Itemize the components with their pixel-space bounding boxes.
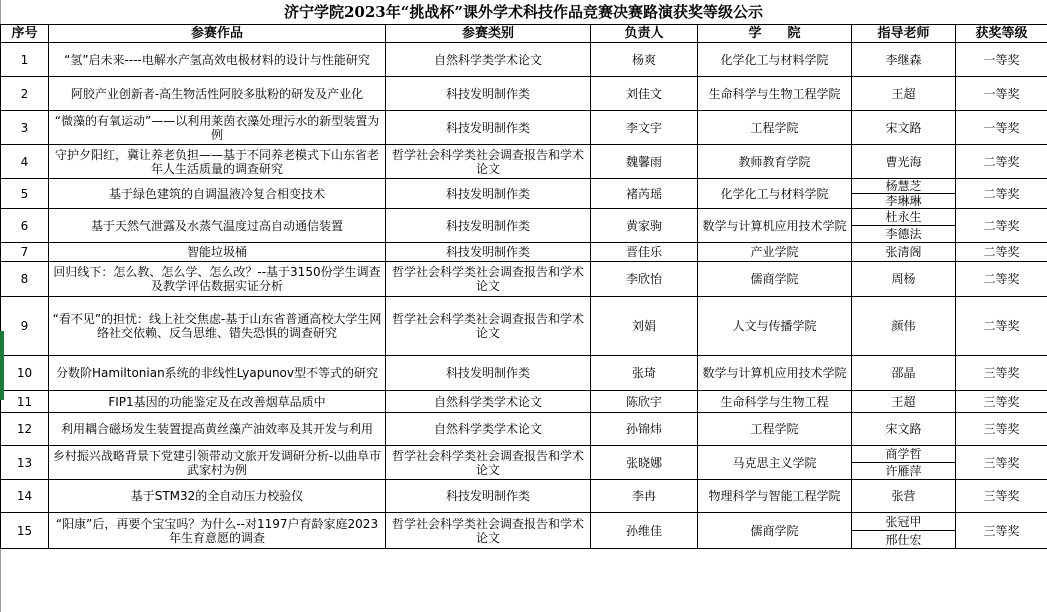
cell-work[interactable]: 智能垃圾桶 — [49, 243, 386, 262]
table-row — [1, 77, 1047, 111]
cell-no[interactable]: 9 — [1, 297, 49, 356]
table-row — [1, 179, 1047, 209]
cell-college[interactable]: 儒商学院 — [698, 513, 852, 549]
table-row — [1, 145, 1047, 179]
cell-work[interactable]: 守护夕阳红，冀让养老负担——基于不同养老模式下山东省老年人生活质量的调查研究 — [49, 145, 386, 179]
advisor-name[interactable]: 许雁萍 — [852, 462, 955, 479]
cell-no[interactable]: 15 — [1, 513, 49, 549]
cell-advisor[interactable] — [852, 179, 956, 209]
table-row — [1, 413, 1047, 446]
header-advisor[interactable]: 指导老师 — [852, 25, 956, 43]
cell-college[interactable]: 数学与计算机应用技术学院 — [698, 356, 852, 391]
header-no[interactable]: 序号 — [1, 25, 49, 43]
cell-lead[interactable]: 孙锦炜 — [591, 413, 698, 446]
cell-advisor[interactable]: 王超 — [852, 77, 956, 111]
cell-category[interactable]: 科技发明制作类 — [386, 111, 591, 145]
cell-no[interactable]: 10 — [1, 356, 49, 391]
cell-lead[interactable]: 黄家驹 — [591, 209, 698, 243]
header-category[interactable]: 参赛类别 — [386, 25, 591, 43]
cell-work[interactable]: 基于绿色建筑的自调温液冷复合相变技术 — [49, 179, 386, 209]
cell-college[interactable]: 产业学院 — [698, 243, 852, 262]
header-award[interactable]: 获奖等级 — [956, 25, 1047, 43]
table-row — [1, 356, 1047, 391]
table-row — [1, 243, 1047, 262]
cell-lead[interactable]: 李文宇 — [591, 111, 698, 145]
header-lead[interactable]: 负责人 — [591, 25, 698, 43]
cell-lead[interactable]: 陈欣宇 — [591, 391, 698, 413]
advisor-split — [852, 209, 955, 242]
cell-advisor[interactable]: 李继森 — [852, 43, 956, 77]
cell-advisor[interactable] — [852, 209, 956, 243]
cell-no[interactable]: 8 — [1, 262, 49, 297]
cell-no[interactable]: 2 — [1, 77, 49, 111]
sheet-title[interactable]: 济宁学院2023年“挑战杯”课外学术科技作品竞赛决赛路演获奖等级公示 — [0, 0, 1047, 25]
cell-award[interactable]: 三等奖 — [956, 513, 1047, 549]
cell-category[interactable]: 自然科学类学术论文 — [386, 413, 591, 446]
cell-advisor[interactable]: 周杨 — [852, 262, 956, 297]
advisor-name[interactable]: 商学哲 — [885, 447, 922, 461]
cell-college[interactable]: 教师教育学院 — [698, 145, 852, 179]
table-row — [1, 111, 1047, 145]
table-row — [1, 297, 1047, 356]
cell-college[interactable]: 儒商学院 — [698, 262, 852, 297]
cell-work[interactable]: “微藻的有氧运动”——以利用莱茵衣藻处理污水的新型装置为例 — [49, 111, 386, 145]
cell-no[interactable]: 3 — [1, 111, 49, 145]
cell-category[interactable]: 科技发明制作类 — [386, 480, 591, 513]
cell-work[interactable]: 乡村振兴战略背景下党建引领带动文旅开发调研分析-以曲阜市武家村为例 — [49, 446, 386, 480]
cell-no[interactable]: 4 — [1, 145, 49, 179]
cell-award[interactable]: 三等奖 — [956, 356, 1047, 391]
cell-work[interactable]: FIP1基因的功能鉴定及在改善烟草品质中 — [49, 391, 386, 413]
table-row — [1, 43, 1047, 77]
cell-advisor[interactable]: 曹光海 — [852, 145, 956, 179]
cell-lead[interactable]: 褚芮瑶 — [591, 179, 698, 209]
header-work[interactable]: 参赛作品 — [49, 25, 386, 43]
cell-category[interactable]: 科技发明制作类 — [386, 243, 591, 262]
selection-indicator — [0, 331, 4, 400]
cell-work[interactable]: 回归线下：怎么教、怎么学、怎么改？--基于3150份学生调查及教学评估数据实证分析 — [49, 262, 386, 297]
cell-award[interactable]: 三等奖 — [956, 480, 1047, 513]
cell-no[interactable]: 13 — [1, 446, 49, 480]
cell-work[interactable]: “氢”启未来----电解水产氢高效电极材料的设计与性能研究 — [49, 43, 386, 77]
cell-work[interactable]: 利用耦合磁场发生装置提高黄丝藻产油效率及其开发与利用 — [49, 413, 386, 446]
cell-category[interactable]: 哲学社会科学类社会调查报告和学术论文 — [386, 446, 591, 480]
cell-lead[interactable]: 孙维佳 — [591, 513, 698, 549]
cell-college[interactable]: 数学与计算机应用技术学院 — [698, 209, 852, 243]
cell-category[interactable]: 科技发明制作类 — [386, 209, 591, 243]
cell-work[interactable]: 基于STM32的全自动压力校验仪 — [49, 480, 386, 513]
cell-college[interactable]: 化学化工与材料学院 — [698, 179, 852, 209]
cell-category[interactable]: 自然科学类学术论文 — [386, 391, 591, 413]
cell-lead[interactable]: 刘佳文 — [591, 77, 698, 111]
cell-lead[interactable]: 张晓娜 — [591, 446, 698, 480]
cell-award[interactable]: 三等奖 — [956, 391, 1047, 413]
cell-college[interactable]: 生命科学与生物工程 — [698, 391, 852, 413]
cell-category[interactable]: 哲学社会科学类社会调查报告和学术论文 — [386, 145, 591, 179]
cell-no[interactable]: 1 — [1, 43, 49, 77]
cell-award[interactable]: 二等奖 — [956, 297, 1047, 356]
cell-college[interactable]: 物理科学与智能工程学院 — [698, 480, 852, 513]
header-row — [1, 25, 1047, 43]
cell-college[interactable]: 人文与传播学院 — [698, 297, 852, 356]
cell-work[interactable]: “阳康”后，再要个宝宝吗？为什么--对1197户育龄家庭2023年生育意愿的调查 — [49, 513, 386, 549]
cell-advisor[interactable]: 张清阁 — [852, 243, 956, 262]
cell-lead[interactable]: 魏馨雨 — [591, 145, 698, 179]
cell-college[interactable]: 工程学院 — [698, 413, 852, 446]
cell-no[interactable]: 11 — [1, 391, 49, 413]
cell-award[interactable]: 二等奖 — [956, 209, 1047, 243]
cell-category[interactable]: 科技发明制作类 — [386, 179, 591, 209]
cell-award[interactable]: 二等奖 — [956, 145, 1047, 179]
cell-no[interactable]: 6 — [1, 209, 49, 243]
cell-advisor[interactable] — [852, 446, 956, 480]
cell-no[interactable]: 7 — [1, 243, 49, 262]
cell-no[interactable]: 12 — [1, 413, 49, 446]
cell-no[interactable]: 14 — [1, 480, 49, 513]
table-row — [1, 262, 1047, 297]
cell-lead[interactable]: 刘娟 — [591, 297, 698, 356]
cell-advisor[interactable]: 王超 — [852, 391, 956, 413]
cell-category[interactable]: 哲学社会科学类社会调查报告和学术论文 — [386, 513, 591, 549]
cell-award[interactable]: 一等奖 — [956, 111, 1047, 145]
cell-award[interactable]: 一等奖 — [956, 43, 1047, 77]
cell-advisor[interactable] — [852, 513, 956, 549]
cell-lead[interactable]: 晋佳乐 — [591, 243, 698, 262]
cell-lead[interactable]: 张琦 — [591, 356, 698, 391]
cell-award[interactable]: 二等奖 — [956, 179, 1047, 209]
advisor-split — [852, 179, 955, 208]
cell-award[interactable]: 三等奖 — [956, 413, 1047, 446]
advisor-split — [852, 446, 955, 479]
cell-advisor[interactable]: 宋文路 — [852, 413, 956, 446]
cell-advisor[interactable]: 张营 — [852, 480, 956, 513]
cell-college[interactable]: 马克思主义学院 — [698, 446, 852, 480]
advisor-name[interactable]: 张冠甲 — [885, 514, 922, 529]
cell-category[interactable]: 哲学社会科学类社会调查报告和学术论文 — [386, 262, 591, 297]
cell-category[interactable]: 科技发明制作类 — [386, 356, 591, 391]
cell-advisor[interactable]: 宋文路 — [852, 111, 956, 145]
cell-no[interactable]: 5 — [1, 179, 49, 209]
advisor-name[interactable]: 李琳琳 — [852, 193, 955, 208]
table-row — [1, 480, 1047, 513]
awards-table — [0, 24, 1047, 549]
cell-award[interactable]: 二等奖 — [956, 262, 1047, 297]
advisor-split — [852, 513, 955, 548]
table-row — [1, 446, 1047, 480]
table-row — [1, 513, 1047, 549]
cell-award[interactable]: 三等奖 — [956, 446, 1047, 480]
cell-college[interactable]: 生命科学与生物工程学院 — [698, 77, 852, 111]
cell-lead[interactable]: 李冉 — [591, 480, 698, 513]
cell-advisor[interactable]: 颜伟 — [852, 297, 956, 356]
advisor-name[interactable]: 邢仕宏 — [852, 530, 955, 548]
cell-work[interactable]: 基于天然气泄露及水蒸气温度过高自动通信装置 — [49, 209, 386, 243]
cell-work[interactable]: 阿胶产业创新者-高生物活性阿胶多肽粉的研发及产业化 — [49, 77, 386, 111]
advisor-name[interactable]: 杨慧芝 — [885, 179, 922, 193]
cell-work[interactable]: 分数阶Hamiltonian系统的非线性Lyapunov型不等式的研究 — [49, 356, 386, 391]
table-row — [1, 209, 1047, 243]
table-body — [1, 43, 1047, 549]
cell-award[interactable]: 二等奖 — [956, 243, 1047, 262]
cell-advisor[interactable]: 邵晶 — [852, 356, 956, 391]
cell-award[interactable]: 一等奖 — [956, 77, 1047, 111]
cell-college[interactable]: 化学化工与材料学院 — [698, 43, 852, 77]
cell-lead[interactable]: 杨爽 — [591, 43, 698, 77]
cell-work[interactable]: “看不见”的担忧：线上社交焦虑-基于山东省普通高校大学生网络社交依赖、反刍思维、错失恐惧的调查研究 — [49, 297, 386, 356]
cell-college[interactable]: 工程学院 — [698, 111, 852, 145]
cell-category[interactable]: 自然科学类学术论文 — [386, 43, 591, 77]
header-college[interactable]: 学 院 — [698, 25, 852, 43]
table-row — [1, 391, 1047, 413]
advisor-name[interactable]: 杜永生 — [885, 210, 922, 224]
advisor-name[interactable]: 李德法 — [852, 225, 955, 242]
cell-category[interactable]: 哲学社会科学类社会调查报告和学术论文 — [386, 297, 591, 356]
cell-lead[interactable]: 李欣怡 — [591, 262, 698, 297]
cell-category[interactable]: 科技发明制作类 — [386, 77, 591, 111]
